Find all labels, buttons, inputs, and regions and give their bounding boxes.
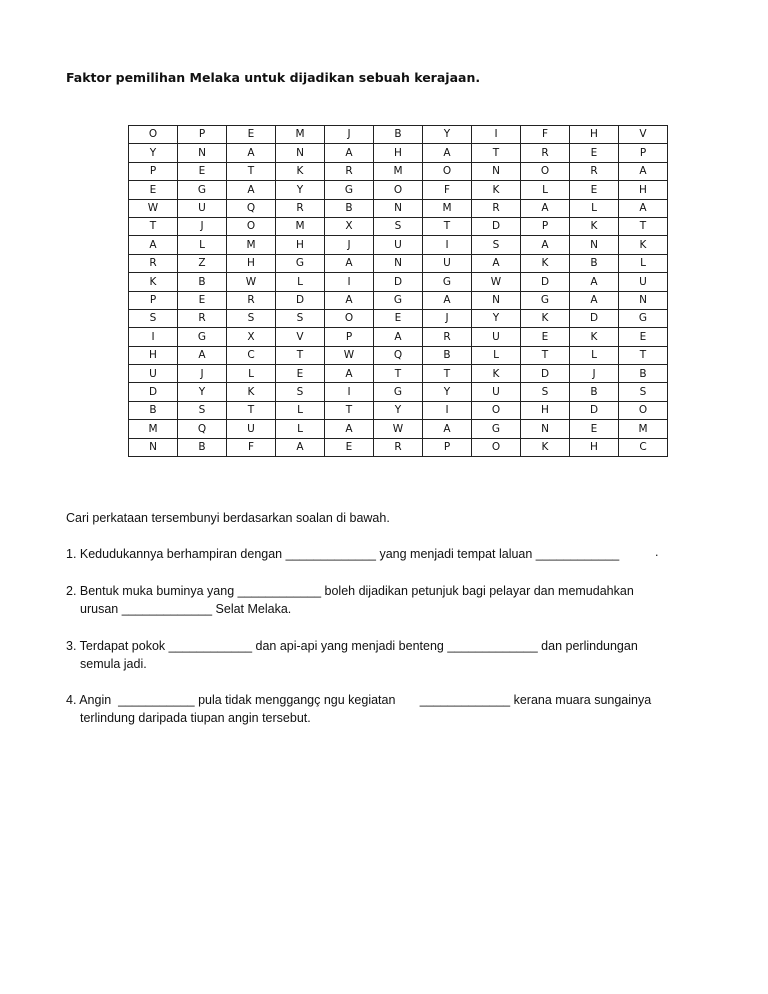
grid-cell: D (129, 383, 178, 401)
grid-cell: T (423, 217, 472, 235)
grid-cell: A (325, 420, 374, 438)
grid-cell: A (178, 346, 227, 364)
grid-cell: V (619, 126, 668, 144)
grid-cell: K (276, 162, 325, 180)
question-2-line1: 2. Bentuk muka buminya yang ____________ boleh dijadikan petunjuk bagi pelayar dan memudahkan (66, 584, 634, 598)
grid-row (129, 291, 668, 309)
grid-cell: A (129, 236, 178, 254)
grid-row (129, 273, 668, 291)
grid-cell: A (227, 144, 276, 162)
grid-cell: H (570, 438, 619, 456)
grid-cell: S (276, 309, 325, 327)
grid-cell: D (521, 365, 570, 383)
grid-cell: A (570, 273, 619, 291)
grid-cell: A (521, 199, 570, 217)
grid-cell: R (129, 254, 178, 272)
grid-cell: K (227, 383, 276, 401)
grid-cell: M (374, 162, 423, 180)
grid-cell: P (423, 438, 472, 456)
grid-cell: W (472, 273, 521, 291)
grid-cell: H (374, 144, 423, 162)
grid-cell: U (129, 365, 178, 383)
grid-cell: G (178, 181, 227, 199)
grid-cell: Z (178, 254, 227, 272)
grid-cell: W (129, 199, 178, 217)
grid-cell: V (276, 328, 325, 346)
grid-cell: B (423, 346, 472, 364)
grid-cell: S (129, 309, 178, 327)
grid-cell: S (619, 383, 668, 401)
grid-row (129, 383, 668, 401)
grid-cell: J (570, 365, 619, 383)
grid-cell: T (472, 144, 521, 162)
grid-cell: I (423, 236, 472, 254)
grid-cell: U (423, 254, 472, 272)
grid-cell: U (619, 273, 668, 291)
grid-cell: C (619, 438, 668, 456)
grid-cell: K (619, 236, 668, 254)
grid-cell: A (325, 365, 374, 383)
grid-cell: E (570, 420, 619, 438)
grid-cell: A (325, 291, 374, 309)
grid-cell: E (570, 181, 619, 199)
instructions-text: Cari perkataan tersembunyi berdasarkan soalan di bawah. (66, 511, 390, 525)
grid-cell: L (521, 181, 570, 199)
grid-cell: S (521, 383, 570, 401)
grid-cell: A (325, 144, 374, 162)
grid-cell: J (325, 126, 374, 144)
grid-row (129, 346, 668, 364)
grid-cell: Y (423, 383, 472, 401)
grid-cell: B (570, 383, 619, 401)
grid-cell: D (521, 273, 570, 291)
grid-row (129, 438, 668, 456)
grid-cell: A (570, 291, 619, 309)
question-3-line1: 3. Terdapat pokok ____________ dan api-api yang menjadi benteng _____________ dan perlindungan (66, 639, 638, 653)
question-3-line2: semula jadi. (80, 657, 147, 671)
question-2 (66, 582, 634, 618)
grid-cell: T (521, 346, 570, 364)
grid-cell: O (227, 217, 276, 235)
grid-cell: R (472, 199, 521, 217)
grid-cell: K (472, 365, 521, 383)
grid-cell: R (325, 162, 374, 180)
grid-cell: O (423, 162, 472, 180)
grid-cell: H (570, 126, 619, 144)
grid-row (129, 328, 668, 346)
grid-cell: G (374, 291, 423, 309)
grid-cell: U (178, 199, 227, 217)
grid-cell: K (570, 217, 619, 235)
grid-cell: W (325, 346, 374, 364)
grid-cell: L (570, 346, 619, 364)
grid-cell: O (521, 162, 570, 180)
grid-cell: Y (178, 383, 227, 401)
grid-cell: S (374, 217, 423, 235)
grid-row (129, 309, 668, 327)
grid-row (129, 144, 668, 162)
grid-row (129, 254, 668, 272)
grid-cell: U (227, 420, 276, 438)
grid-cell: W (227, 273, 276, 291)
grid-cell: I (423, 401, 472, 419)
grid-cell: O (374, 181, 423, 199)
grid-cell: Y (423, 126, 472, 144)
grid-cell: Q (178, 420, 227, 438)
grid-cell: E (521, 328, 570, 346)
grid-cell: B (129, 401, 178, 419)
grid-cell: I (472, 126, 521, 144)
grid-cell: A (472, 254, 521, 272)
grid-cell: F (423, 181, 472, 199)
grid-cell: N (374, 199, 423, 217)
grid-row (129, 401, 668, 419)
grid-cell: A (423, 144, 472, 162)
grid-cell: X (325, 217, 374, 235)
grid-cell: G (472, 420, 521, 438)
grid-cell: K (570, 328, 619, 346)
grid-cell: U (472, 328, 521, 346)
question-1-line1: 1. Kedudukannya berhampiran dengan _____________ yang menjadi tempat laluan ____________ (66, 547, 620, 561)
grid-cell: P (619, 144, 668, 162)
grid-cell: M (227, 236, 276, 254)
grid-cell: X (227, 328, 276, 346)
grid-row (129, 217, 668, 235)
grid-cell: Q (374, 346, 423, 364)
grid-cell: L (276, 401, 325, 419)
grid-cell: E (619, 328, 668, 346)
grid-cell: R (521, 144, 570, 162)
grid-cell: O (472, 401, 521, 419)
grid-cell: E (129, 181, 178, 199)
grid-cell: K (521, 309, 570, 327)
grid-cell: T (325, 401, 374, 419)
grid-cell: D (276, 291, 325, 309)
grid-row (129, 181, 668, 199)
grid-cell: A (619, 199, 668, 217)
grid-cell: E (178, 162, 227, 180)
grid-cell: T (276, 346, 325, 364)
grid-cell: D (472, 217, 521, 235)
grid-cell: D (570, 309, 619, 327)
question-4-line2: terlindung daripada tiupan angin tersebut. (80, 711, 311, 725)
grid-cell: B (325, 199, 374, 217)
grid-cell: A (276, 438, 325, 456)
question-3 (66, 637, 638, 673)
grid-cell: S (472, 236, 521, 254)
question-4 (66, 691, 651, 727)
trailing-dot: . (655, 545, 659, 559)
grid-cell: F (521, 126, 570, 144)
question-2-line2: urusan _____________ Selat Melaka. (80, 602, 292, 616)
grid-cell: G (276, 254, 325, 272)
grid-cell: P (129, 291, 178, 309)
grid-cell: Y (276, 181, 325, 199)
grid-cell: G (521, 291, 570, 309)
grid-cell: N (619, 291, 668, 309)
grid-cell: A (423, 420, 472, 438)
grid-cell: A (325, 254, 374, 272)
grid-cell: N (570, 236, 619, 254)
grid-cell: R (227, 291, 276, 309)
word-search-grid (128, 125, 668, 457)
grid-cell: P (129, 162, 178, 180)
grid-cell: I (325, 383, 374, 401)
grid-cell: G (325, 181, 374, 199)
grid-cell: I (325, 273, 374, 291)
grid-cell: N (472, 291, 521, 309)
question-4-line1: 4. Angin ___________ pula tidak menggangç ngu kegiatan _____________ kerana muara sungainya (66, 693, 652, 707)
grid-cell: M (423, 199, 472, 217)
grid-row (129, 162, 668, 180)
grid-cell: E (276, 365, 325, 383)
grid-cell: G (619, 309, 668, 327)
grid-cell: R (423, 328, 472, 346)
grid-cell: B (619, 365, 668, 383)
grid-cell: P (325, 328, 374, 346)
grid-cell: H (521, 401, 570, 419)
grid-cell: S (178, 401, 227, 419)
grid-cell: D (570, 401, 619, 419)
grid-cell: G (374, 383, 423, 401)
grid-cell: N (521, 420, 570, 438)
grid-cell: R (570, 162, 619, 180)
grid-cell: L (570, 199, 619, 217)
grid-cell: N (276, 144, 325, 162)
grid-cell: S (276, 383, 325, 401)
grid-cell: O (129, 126, 178, 144)
grid-row (129, 236, 668, 254)
grid-row (129, 126, 668, 144)
grid-cell: O (619, 401, 668, 419)
grid-cell: L (472, 346, 521, 364)
grid-row (129, 420, 668, 438)
grid-cell: J (178, 365, 227, 383)
grid-cell: B (178, 438, 227, 456)
grid-cell: T (374, 365, 423, 383)
grid-cell: A (521, 236, 570, 254)
grid-cell: N (374, 254, 423, 272)
grid-cell: J (325, 236, 374, 254)
grid-cell: K (129, 273, 178, 291)
grid-cell: M (276, 126, 325, 144)
worksheet-title: Faktor pemilihan Melaka untuk dijadikan sebuah kerajaan. (66, 70, 481, 85)
grid-cell: S (227, 309, 276, 327)
grid-cell: E (227, 126, 276, 144)
grid-cell: O (472, 438, 521, 456)
grid-cell: H (227, 254, 276, 272)
grid-cell: L (276, 420, 325, 438)
grid-cell: M (129, 420, 178, 438)
grid-cell: L (178, 236, 227, 254)
grid-cell: J (423, 309, 472, 327)
grid-cell: K (521, 438, 570, 456)
grid-cell: Y (374, 401, 423, 419)
grid-cell: L (276, 273, 325, 291)
grid-cell: N (178, 144, 227, 162)
grid-cell: G (178, 328, 227, 346)
grid-cell: E (325, 438, 374, 456)
grid-cell: A (619, 162, 668, 180)
grid-cell: A (423, 291, 472, 309)
grid-cell: M (619, 420, 668, 438)
grid-row (129, 365, 668, 383)
grid-cell: J (178, 217, 227, 235)
grid-cell: L (619, 254, 668, 272)
grid-cell: K (521, 254, 570, 272)
grid-cell: T (227, 401, 276, 419)
grid-cell: P (521, 217, 570, 235)
grid-cell: I (129, 328, 178, 346)
grid-cell: U (472, 383, 521, 401)
grid-cell: T (423, 365, 472, 383)
grid-cell: Q (227, 199, 276, 217)
grid-row (129, 199, 668, 217)
grid-cell: E (374, 309, 423, 327)
grid-cell: Y (472, 309, 521, 327)
grid-cell: E (178, 291, 227, 309)
grid-cell: H (619, 181, 668, 199)
grid-cell: R (374, 438, 423, 456)
grid-cell: N (129, 438, 178, 456)
grid-cell: T (619, 217, 668, 235)
grid-cell: N (472, 162, 521, 180)
grid-cell: K (472, 181, 521, 199)
grid-cell: M (276, 217, 325, 235)
grid-cell: L (227, 365, 276, 383)
grid-cell: T (129, 217, 178, 235)
grid-cell: W (374, 420, 423, 438)
grid-cell: R (178, 309, 227, 327)
grid-cell: P (178, 126, 227, 144)
grid-cell: E (570, 144, 619, 162)
grid-cell: B (570, 254, 619, 272)
grid-cell: O (325, 309, 374, 327)
question-1 (66, 545, 619, 563)
grid-cell: B (374, 126, 423, 144)
grid-cell: F (227, 438, 276, 456)
grid-cell: H (276, 236, 325, 254)
grid-cell: C (227, 346, 276, 364)
grid-cell: Y (129, 144, 178, 162)
grid-cell: A (227, 181, 276, 199)
grid-cell: B (178, 273, 227, 291)
grid-cell: A (374, 328, 423, 346)
grid-cell: T (619, 346, 668, 364)
grid-cell: H (129, 346, 178, 364)
grid-cell: G (423, 273, 472, 291)
grid-cell: D (374, 273, 423, 291)
grid-cell: U (374, 236, 423, 254)
grid-cell: R (276, 199, 325, 217)
grid-cell: T (227, 162, 276, 180)
